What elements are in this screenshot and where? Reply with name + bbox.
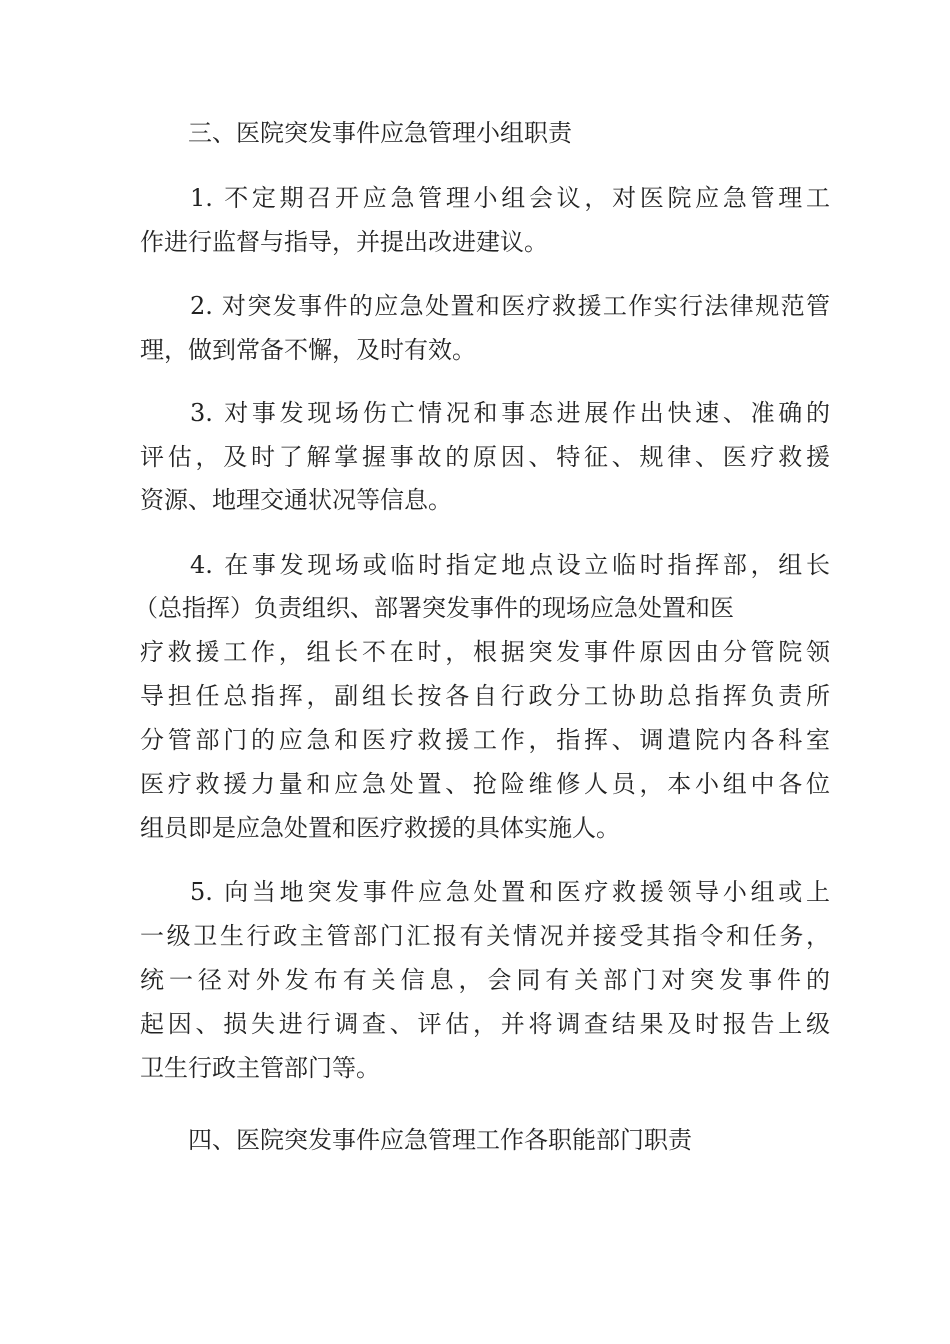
item-5-line-2: 一级卫生行政主管部门汇报有关情况并接受其指令和任务， <box>140 922 830 950</box>
section-heading-3: 三、医院突发事件应急管理小组职责 <box>188 119 572 147</box>
item-5-line-3: 统一径对外发布有关信息，会同有关部门对突发事件的 <box>140 966 830 994</box>
item-3-line-1: 3. 对事发现场伤亡情况和事态进展作出快速、准确的 <box>190 399 830 427</box>
section-heading-4: 四、医院突发事件应急管理工作各职能部门职责 <box>188 1126 692 1154</box>
item-4-line-2: （总指挥）负责组织、部署突发事件的现场应急处置和医 <box>134 594 734 622</box>
item-4-line-7: 组员即是应急处置和医疗救援的具体实施人。 <box>140 814 620 842</box>
item-2-line-1: 2. 对突发事件的应急处置和医疗救援工作实行法律规范管 <box>190 292 830 320</box>
item-1-line-2: 作进行监督与指导，并提出改进建议。 <box>140 228 548 256</box>
item-5-line-4: 起因、损失进行调查、评估，并将调查结果及时报告上级 <box>140 1010 830 1038</box>
item-2-line-2: 理，做到常备不懈，及时有效。 <box>140 336 476 364</box>
item-4-line-6: 医疗救援力量和应急处置、抢险维修人员，本小组中各位 <box>140 770 830 798</box>
item-4-line-5: 分管部门的应急和医疗救援工作，指挥、调遣院内各科室 <box>140 726 830 754</box>
item-3-line-2: 评估，及时了解掌握事故的原因、特征、规律、医疗救援 <box>140 443 830 471</box>
item-1-line-1: 1. 不定期召开应急管理小组会议，对医院应急管理工 <box>190 184 830 212</box>
item-5-line-5: 卫生行政主管部门等。 <box>140 1054 380 1082</box>
item-5-line-1: 5. 向当地突发事件应急处置和医疗救援领导小组或上 <box>190 878 830 906</box>
item-4-line-3: 疗救援工作，组长不在时，根据突发事件原因由分管院领 <box>140 638 830 666</box>
item-3-line-3: 资源、地理交通状况等信息。 <box>140 486 452 514</box>
item-4-line-1: 4. 在事发现场或临时指定地点设立临时指挥部，组长 <box>190 551 830 579</box>
item-4-line-4: 导担任总指挥，副组长按各自行政分工协助总指挥负责所 <box>140 682 830 710</box>
